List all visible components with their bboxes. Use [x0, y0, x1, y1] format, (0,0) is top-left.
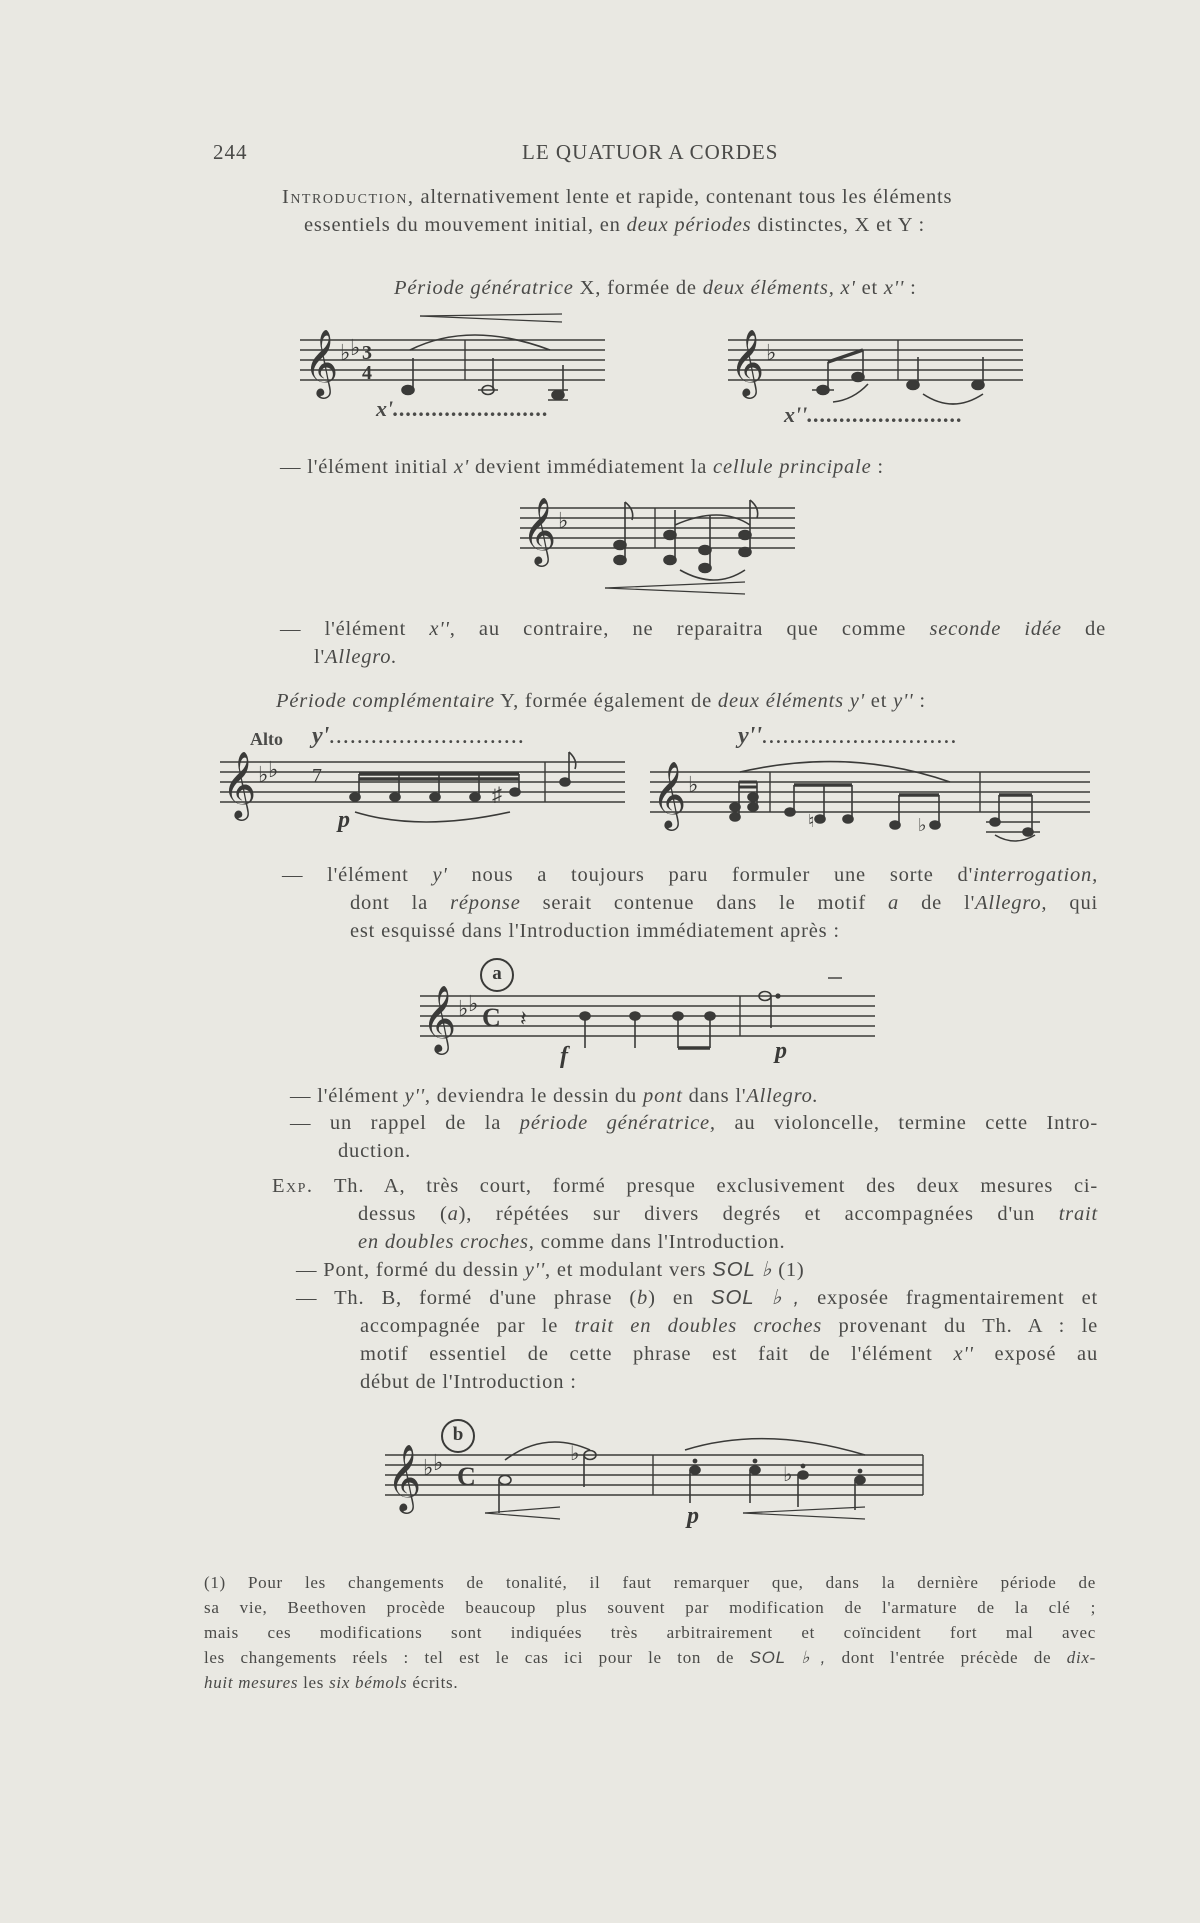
- footnote-line-5: huit mesures les six bémols écrits.: [204, 1673, 459, 1692]
- label-x1: x'........................: [376, 396, 550, 421]
- footnote-line-4: les changements réels : tel est le cas ici pour le ton de SOL ♭, dont l'entrée précède de dix-: [204, 1648, 1097, 1667]
- treble-clef-icon: 𝄞: [522, 498, 557, 563]
- flat-icon: ♭: [458, 996, 469, 1021]
- flat-icon: ♭: [766, 340, 777, 365]
- example-a-marker: a: [480, 958, 514, 992]
- rest-icon: 𝄽: [520, 1006, 527, 1031]
- line-rappel-1: — un rappel de la période génératrice, au violoncelle, termine cette Intro-: [290, 1112, 1098, 1134]
- common-time-icon: C: [482, 1003, 501, 1032]
- periode-x-heading: Période génératrice X, formée de deux éléments, x' et x'' :: [394, 277, 917, 299]
- slur: [833, 384, 868, 402]
- exp-line-3: en doubles croches, comme dans l'Introduction.: [358, 1231, 786, 1253]
- line-y1-2: dont la réponse serait contenue dans le motif a de l'Allegro, qui: [350, 892, 1098, 914]
- exp-thb-1: — Th. B, formé d'une phrase (b) en SOL ♭, exposée fragmentairement et: [296, 1286, 1098, 1309]
- alto-label: Alto: [250, 729, 283, 749]
- flat-icon: ♭: [558, 508, 569, 533]
- music-example-y1: [220, 723, 630, 837]
- natural-icon: ♮: [808, 811, 815, 831]
- footnote-line-3: mais ces modifications sont indiquées très arbitrairement et coïncident fort mal avec: [204, 1623, 1096, 1642]
- treble-clef-icon: 𝄞: [222, 752, 257, 817]
- slur: [410, 335, 550, 350]
- footnote-line-2: sa vie, Beethoven procède beaucoup plus souvent par modification de l'armature de la clé ;: [204, 1598, 1096, 1617]
- music-example-x2: [728, 322, 1028, 432]
- flat-icon: ♭: [258, 762, 269, 787]
- flat-icon: ♭: [918, 815, 927, 835]
- page-number: 244: [213, 140, 248, 164]
- rest-icon: 7: [312, 765, 322, 787]
- example-b-marker: b: [441, 1419, 475, 1453]
- label-y1: y'............................: [312, 723, 526, 749]
- running-title: LE QUATUOR A CORDES: [522, 140, 779, 164]
- flat-icon: ♭: [783, 1464, 793, 1486]
- treble-clef-icon: 𝄞: [387, 1445, 422, 1510]
- exp-thb-3: motif essentiel de cette phrase est fait de l'élément x'' exposé au: [360, 1343, 1099, 1365]
- footnote-line-1: (1) Pour les changements de tonalité, il faut remarquer que, dans la dernière période de: [204, 1573, 1096, 1592]
- label-y2: y''............................: [738, 723, 958, 749]
- music-example-y2: [650, 723, 1100, 847]
- intro-line-2: essentiels du mouvement initial, en deux périodes distinctes, X et Y :: [304, 214, 925, 236]
- exp-pont: — Pont, formé du dessin y'', et modulant vers SOL ♭ (1): [296, 1258, 805, 1281]
- music-example-b: [385, 1415, 945, 1540]
- exp-thb-2: accompagnée par le trait en doubles croches provenant du Th. A : le: [360, 1315, 1098, 1337]
- treble-clef-icon: 𝄞: [304, 330, 339, 395]
- time-signature: 4: [362, 362, 372, 384]
- line-x2-1: — l'élément x'', au contraire, ne reparaitra que comme seconde idée de: [280, 618, 1107, 640]
- flat-icon: ♭: [468, 991, 479, 1016]
- label-x2: x''........................: [784, 402, 964, 427]
- line-y1-3: est esquissé dans l'Introduction immédiatement après :: [350, 920, 840, 942]
- line-x2-2: l'Allegro.: [314, 646, 398, 668]
- flat-icon: ♭: [340, 340, 351, 365]
- periode-y-heading: Période complémentaire Y, formée également de deux éléments y' et y'' :: [276, 690, 926, 712]
- flat-icon: ♭: [350, 335, 361, 360]
- music-example-cellule: [520, 490, 800, 600]
- exp-line-2: dessus (a), répétées sur divers degrés et accompagnées d'un trait: [358, 1203, 1099, 1225]
- dynamic-p: p: [687, 1503, 699, 1529]
- flat-icon: ♭: [268, 757, 279, 782]
- treble-clef-icon: 𝄞: [422, 986, 457, 1051]
- common-time-icon: C: [457, 1462, 476, 1491]
- music-example-x1: [300, 310, 610, 420]
- line-rappel-2: duction.: [338, 1140, 412, 1162]
- dynamic-p: p: [338, 807, 350, 833]
- dynamic-f: f: [560, 1043, 568, 1069]
- exp-thb-4: début de l'Introduction :: [360, 1371, 577, 1393]
- treble-clef-icon: 𝄞: [652, 762, 687, 827]
- exp-line-1: Exp. Th. A, très court, formé presque exclusivement des deux mesures ci-: [272, 1175, 1098, 1197]
- treble-clef-icon: 𝄞: [730, 330, 765, 395]
- line-y2: — l'élément y'', deviendra le dessin du pont dans l'Allegro.: [290, 1085, 819, 1107]
- sharp-icon: ♯: [492, 784, 502, 806]
- flat-icon: ♭: [688, 772, 699, 797]
- staff-cellule-svg: [520, 490, 800, 600]
- flat-icon: ♭: [433, 1450, 444, 1475]
- line-cellule: — l'élément initial x' devient immédiatement la cellule principale :: [280, 456, 884, 478]
- flat-icon: ♭: [423, 1455, 434, 1480]
- music-example-a: [420, 958, 880, 1068]
- dynamic-p: p: [775, 1038, 787, 1064]
- intro-line-1: Introduction, alternativement lente et rapide, contenant tous les éléments: [282, 186, 953, 208]
- flat-icon: ♭: [570, 1443, 580, 1465]
- time-signature: 3: [362, 342, 372, 364]
- line-y1-1: — l'élément y' nous a toujours paru formuler une sorte d'interrogation,: [282, 864, 1098, 886]
